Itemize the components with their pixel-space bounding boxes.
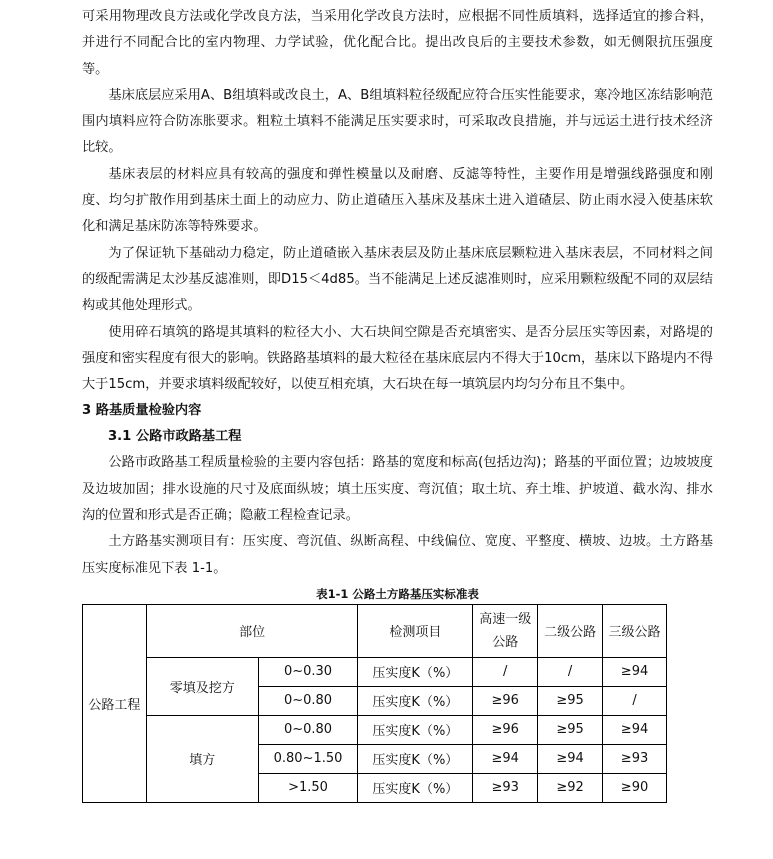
- table-caption: 表1-1 公路土方路基压实标准表: [316, 586, 479, 601]
- row-group-cell: 公路工程: [83, 604, 147, 802]
- header-grade-2: 二级公路: [538, 604, 603, 657]
- paragraph-measured-items: 土方路基实测项目有：压实度、弯沉值、纵断高程、中线偏位、宽度、平整度、横坡、边坡。土方路基压实度标准见下表 1-1。: [82, 534, 713, 576]
- item-cell: 压实度K（%）: [358, 715, 473, 744]
- depth-cell: 0~0.30: [258, 657, 358, 686]
- paragraph-inspection-content: 公路市政路基工程质量检验的主要内容包括：路基的宽度和标高(包括边沟)；路基的平面位置；边坡坡度及边坡加固；排水设施的尺寸及底面纵坡；填土压实度、弯沉值；取土坑、弃土堆、护坡道、截水沟、排水沟的位置和形式是否正确；隐蔽工程检查记录。: [82, 455, 713, 524]
- header-grade-3: 三级公路: [603, 604, 667, 657]
- value-cell: ≥96: [473, 715, 538, 744]
- table-header-row: [83, 604, 667, 657]
- value-cell: ≥96: [473, 686, 538, 715]
- paragraph-gravel-fill: 使用碎石填筑的路堤其填料的粒径大小、大石块间空隙是否充填密实、是否分层压实等因素，对路堤的强度和密实程度有很大的影响。铁路路基填料的最大粒径在基床底层内不得大于10cm，基床以下路堤内不得大于15cm，并要求填料级配较好，以使互相充填，大石块在每一填筑层内均匀分布且不集中。: [82, 324, 713, 393]
- paragraph-improvement: 可采用物理改良方法或化学改良方法，当采用化学改良方法时，应根据不同性质填料，选择适宜的掺合料，并进行不同配合比的室内物理、力学试验，优化配合比。提出改良后的主要技术参数，如无侧限抗压强度等。: [82, 9, 713, 77]
- depth-cell: 0~0.80: [258, 686, 358, 715]
- value-cell: ≥94: [603, 715, 667, 744]
- header-grade-high: 高速一级公路: [473, 604, 538, 657]
- depth-cell: 0.80~1.50: [258, 744, 358, 773]
- item-cell: 压实度K（%）: [358, 657, 473, 686]
- paragraph-filter-criteria: 为了保证轨下基础动力稳定，防止道碴嵌入基床表层及防止基床底层颗粒进入基床表层，不同材料之间的级配需满足太沙基反滤准则，即D15＜4d85。当不能满足上述反滤准则时，应采用颗粒级配不同的双层结构或其他处理形式。: [82, 245, 713, 314]
- depth-cell: 0~0.80: [258, 715, 358, 744]
- value-cell: ≥95: [538, 715, 603, 744]
- section-heading: 3 路基质量检验内容: [82, 403, 202, 419]
- compaction-standard-table: [82, 604, 667, 803]
- value-cell: ≥92: [538, 773, 603, 802]
- value-cell: ≥93: [603, 744, 667, 773]
- depth-cell: >1.50: [258, 773, 358, 802]
- header-item: 检测项目: [358, 604, 473, 657]
- value-cell: ≥93: [473, 773, 538, 802]
- subgroup-cell: 零填及挖方: [146, 657, 258, 715]
- value-cell: ≥94: [538, 744, 603, 773]
- value-cell: ≥94: [473, 744, 538, 773]
- value-cell: ≥90: [603, 773, 667, 802]
- value-cell: ≥94: [603, 657, 667, 686]
- value-cell: /: [473, 657, 538, 686]
- item-cell: 压实度K（%）: [358, 773, 473, 802]
- table-row: [83, 657, 667, 686]
- paragraph-subgrade-surface: 基床表层的材料应具有较高的强度和弹性模量以及耐磨、反滤等特性，主要作用是增强线路强度和刚度、均匀扩散作用到基床土面上的动应力、防止道碴压入基床及基床土进入道碴层、防止雨水浸入使基床软化和满足基床防冻等特殊要求。: [82, 166, 713, 235]
- table-row: [83, 715, 667, 744]
- paragraph-subgrade-bottom: 基床底层应采用A、B组填料或改良土，A、B组填料粒径级配应符合压实性能要求，寒冷地区冻结影响范围内填料应符合防冻胀要求。粗粒土填料不能满足压实要求时，可采取改良措施，并与远运土进行技术经济比较。: [82, 87, 713, 156]
- subgroup-cell: 填方: [146, 715, 258, 802]
- header-part: 部位: [146, 604, 358, 657]
- value-cell: /: [603, 686, 667, 715]
- subsection-heading: 3.1 公路市政路基工程: [108, 429, 242, 445]
- value-cell: /: [538, 657, 603, 686]
- item-cell: 压实度K（%）: [358, 686, 473, 715]
- item-cell: 压实度K（%）: [358, 744, 473, 773]
- value-cell: ≥95: [538, 686, 603, 715]
